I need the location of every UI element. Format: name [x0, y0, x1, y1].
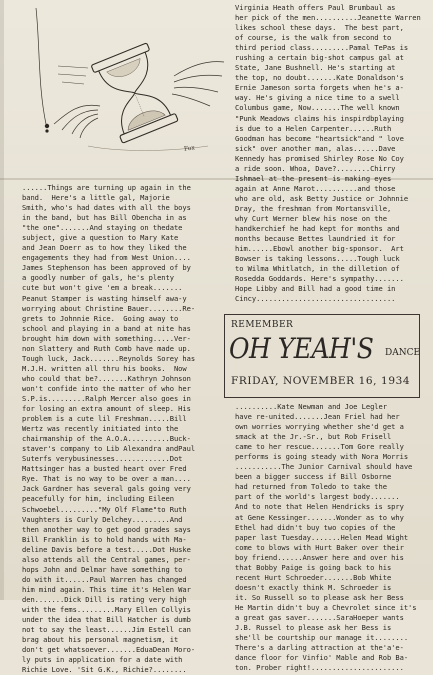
- text-line: dance floor for Vinfio' Mable and Rob Ba-: [235, 653, 409, 663]
- page-edge: [0, 0, 4, 600]
- text-line: ly puts in application for a date with: [22, 655, 183, 665]
- text-line: Tough luck, Jack.......Reynolds Sorey has: [22, 353, 196, 363]
- text-line: why Curt Werner blew his nose on the: [235, 213, 387, 223]
- text-line: Bowser is taking lessons.....Tough luck: [235, 254, 400, 264]
- text-line: had returned from Toledo to take the: [235, 482, 387, 492]
- text-line: Peanut Stamper is wasting himself awa-y: [22, 293, 187, 303]
- text-line: "Punk Meadows claims his inspirdbplaying: [235, 113, 404, 123]
- text-line: months because Bettes laundried it for: [235, 234, 396, 244]
- text-line: Ernie Jameson sorta forgets when he's a-: [235, 83, 404, 93]
- text-line: Richie Love. 'Sit G.K., Richie?........: [22, 665, 187, 675]
- text-line: likes school these days. The best part,: [235, 23, 404, 33]
- text-line: came to her rescue.......Tom Gore really: [235, 442, 404, 452]
- column-left: [22, 183, 234, 675]
- text-line: And to note that Helen Hendricks is spry: [235, 502, 404, 512]
- text-line: a goodly number of gals, he's plenty: [22, 273, 174, 283]
- text-line: also attends all the Central games, per-: [22, 554, 191, 564]
- text-line: it. So Russell so to please ask her Bess: [235, 592, 404, 602]
- text-line: problem is a cute lil Freshman.....Bill: [22, 414, 187, 424]
- text-line: under the idea that Bill Hatcher is dumb: [22, 615, 191, 625]
- text-line: engagements they had from West Union....: [22, 253, 191, 263]
- text-line: for losing an extra amount of sleep. His: [22, 404, 191, 414]
- text-line: come to blows with Hurt Baker over their: [235, 542, 404, 552]
- text-line: Hope Libby and Bill had a good time in: [235, 284, 396, 294]
- text-line: brag about his personal magnetism, it: [22, 635, 179, 645]
- text-line: at Gene Kessinger.......Wonder as to why: [235, 512, 404, 522]
- text-line: performs is going steady with Nora Morris: [235, 452, 409, 462]
- text-line: ......Things are turning up again in the: [22, 183, 191, 192]
- text-line: won't confide into the matter of who her: [22, 383, 191, 393]
- text-line: Jack Gardner has several gals going very: [22, 484, 191, 494]
- text-line: the top, no doubt.......Kate Donaldson's: [235, 73, 404, 83]
- artist-signature: Fox: [183, 144, 196, 153]
- text-line: Vaughters is Curly Delchey.........And: [22, 514, 183, 524]
- text-line: James Stephenson has been approved of by: [22, 263, 191, 273]
- text-line: don't get whatsoever.......EduaDean Moro-: [22, 645, 196, 655]
- ad-remember: REMEMBER: [231, 320, 294, 330]
- text-line: third period class.........Pamal TePas is: [235, 43, 409, 53]
- text-line: her pick of the men..........Jeanette Warren: [235, 13, 421, 23]
- text-line: Smith, who's had dates with all the boys: [22, 203, 191, 213]
- text-line: of course, is the walk from second to: [235, 33, 392, 43]
- ad-date: FRIDAY, NOVEMBER 16, 1934: [231, 375, 411, 387]
- text-line: way. He's giving a nice time to a swell: [235, 93, 400, 103]
- text-line: not to say the least......Jim Estell can: [22, 625, 191, 635]
- text-line: ..........Kate Newman and Joe Legler: [235, 402, 387, 411]
- text-line: him mind again. This time it's Helen War: [22, 584, 191, 594]
- text-line: who could that be?.......Kathryn Johnson: [22, 373, 191, 383]
- text-line: Cincy.................................: [235, 294, 396, 304]
- column-right-bottom: [235, 402, 431, 673]
- ad-dance: DANCE: [385, 348, 421, 358]
- text-line: M.J.H. written all thru his books. Now: [22, 363, 187, 373]
- text-line: worrying about Christine Bauer........Re-: [22, 303, 196, 313]
- text-line: Kennedy has promised Shirley Rose No Coy: [235, 153, 404, 163]
- text-line: have re-united.......Jean Friel had her: [235, 412, 400, 422]
- text-line: been a bigger success if Bill Osborne: [235, 472, 392, 482]
- text-line: deline Davis before a test.....Dot Huske: [22, 544, 191, 554]
- text-line: part of the world's largest body.......: [235, 492, 400, 502]
- text-line: and Jean Doerr as to how they liked the: [22, 243, 187, 253]
- text-line: Rosedda Goddards. Here's sympathy.......: [235, 274, 404, 284]
- text-line: peacefully for him, including Eileen: [22, 494, 174, 504]
- text-line: Mattsinger has a busted heart over Fred: [22, 464, 187, 474]
- text-line: Ethel had didn't buy two copies of the: [235, 522, 396, 532]
- text-line: brought him down with something.....Ver-: [22, 333, 191, 343]
- text-line: staver's company to Lib Alexandra andPaul: [22, 444, 196, 454]
- text-line: band. Here's a little gal, Majorie: [22, 193, 170, 203]
- text-line: ...........The Junior Carnival should have: [235, 462, 413, 472]
- column-right-top: [235, 3, 431, 304]
- text-line: a great gas saver.......SaraHoeper wants: [235, 612, 404, 622]
- text-line: Columbus game, Now.......The well known: [235, 103, 400, 113]
- text-line: again at Anne Marot..........and those: [235, 183, 396, 193]
- text-line: cute but won't give 'em a break.......: [22, 283, 183, 293]
- text-line: handkerchief he had kept for months and: [235, 224, 400, 234]
- text-line: J.B. Russel to please ask her Bess is: [235, 623, 392, 633]
- text-line: Bill Franklin is to hold hands with Ma-: [22, 534, 187, 544]
- text-line: State, Jane Bushnell. He's starting at: [235, 63, 396, 73]
- winged-hourglass-illustration: [18, 6, 243, 171]
- text-line: do with it......Paul Warren has changed: [22, 574, 187, 584]
- text-line: she'll be courtship our manage it........: [235, 633, 409, 643]
- text-line: him......Ebowl another big-sponsor. Art: [235, 244, 404, 254]
- dance-advertisement: [224, 314, 420, 398]
- text-line: in the band, but has Bill Obencha in as: [22, 213, 187, 223]
- text-line: that Bobby Paige is going back to his: [235, 562, 392, 572]
- text-line: with the fems.........Mary Ellen Collyis: [22, 604, 191, 614]
- text-line: then another way to get good grades says: [22, 524, 191, 534]
- text-line: paper last Tuesday.......Helen Mead Wight: [235, 532, 409, 542]
- text-line: Rye. That is no way to be over a man....: [22, 474, 191, 484]
- text-line: sick" over another man, alas......Dave: [235, 143, 396, 153]
- text-line: There's a darling attraction at the'a'e-: [235, 643, 404, 653]
- text-line: smack at the Jr.-Sr., but Rob Frisell: [235, 432, 392, 442]
- text-line: Goodman has become "heartsick"and " love: [235, 133, 404, 143]
- text-line: Virginia Heath offers Paul Brumbaul as: [235, 3, 396, 12]
- text-line: Schwoebel........."My Olf Flame"to Ruth: [22, 504, 187, 514]
- text-line: to Wilma Whitlatch, in the dilletion of: [235, 264, 400, 274]
- text-line: is due to a Helen Carpenter......Ruth: [235, 123, 392, 133]
- text-line: Wertz was recently initiated into the: [22, 424, 179, 434]
- text-line: Suterfs verybusinesses.............Dot: [22, 454, 183, 464]
- text-line: rushing a certain big-shot campus gal at: [235, 53, 404, 63]
- text-line: He Martin didn't buy a Chevrolet since it's: [235, 602, 417, 612]
- text-line: hops John and Delmar have something to: [22, 564, 183, 574]
- text-line: school and playing in a band at nite has: [22, 323, 191, 333]
- text-line: recent Hurt Schroeder.......Bob White: [235, 572, 392, 582]
- text-line: "the one".......And staying on thedate: [22, 223, 183, 233]
- text-line: den.......Dick Dill is rating very high: [22, 594, 187, 604]
- text-line: a ride soon. Whoa, Dave?........Chirry: [235, 163, 396, 173]
- text-line: S.P.is.........Ralph Mercer also goes in: [22, 393, 191, 403]
- ad-title: OH YEAH'S: [229, 332, 374, 365]
- text-line: doesn't exactly think M. Schroeder is: [235, 582, 392, 592]
- text-line: who are old, ask Betty Justice or Johnnie: [235, 193, 409, 203]
- text-line: Ishmael at the present is making eyes: [235, 173, 392, 183]
- text-line: non Slattery and Ruth Comb have made up.: [22, 343, 191, 353]
- text-line: boy friend......Answer here and over his: [235, 552, 404, 562]
- text-line: subject, give a question to Mary Kate: [22, 233, 179, 243]
- text-line: grets to Johnnie Rice. Going away to: [22, 313, 179, 323]
- text-line: Dray, the freshman from Mortansville,: [235, 203, 392, 213]
- text-line: chairmanship of the A.O.A..........Buck-: [22, 434, 191, 444]
- text-line: ton. Prober right!......................: [235, 663, 404, 673]
- text-line: own worries worrying whether she'd get a: [235, 422, 404, 432]
